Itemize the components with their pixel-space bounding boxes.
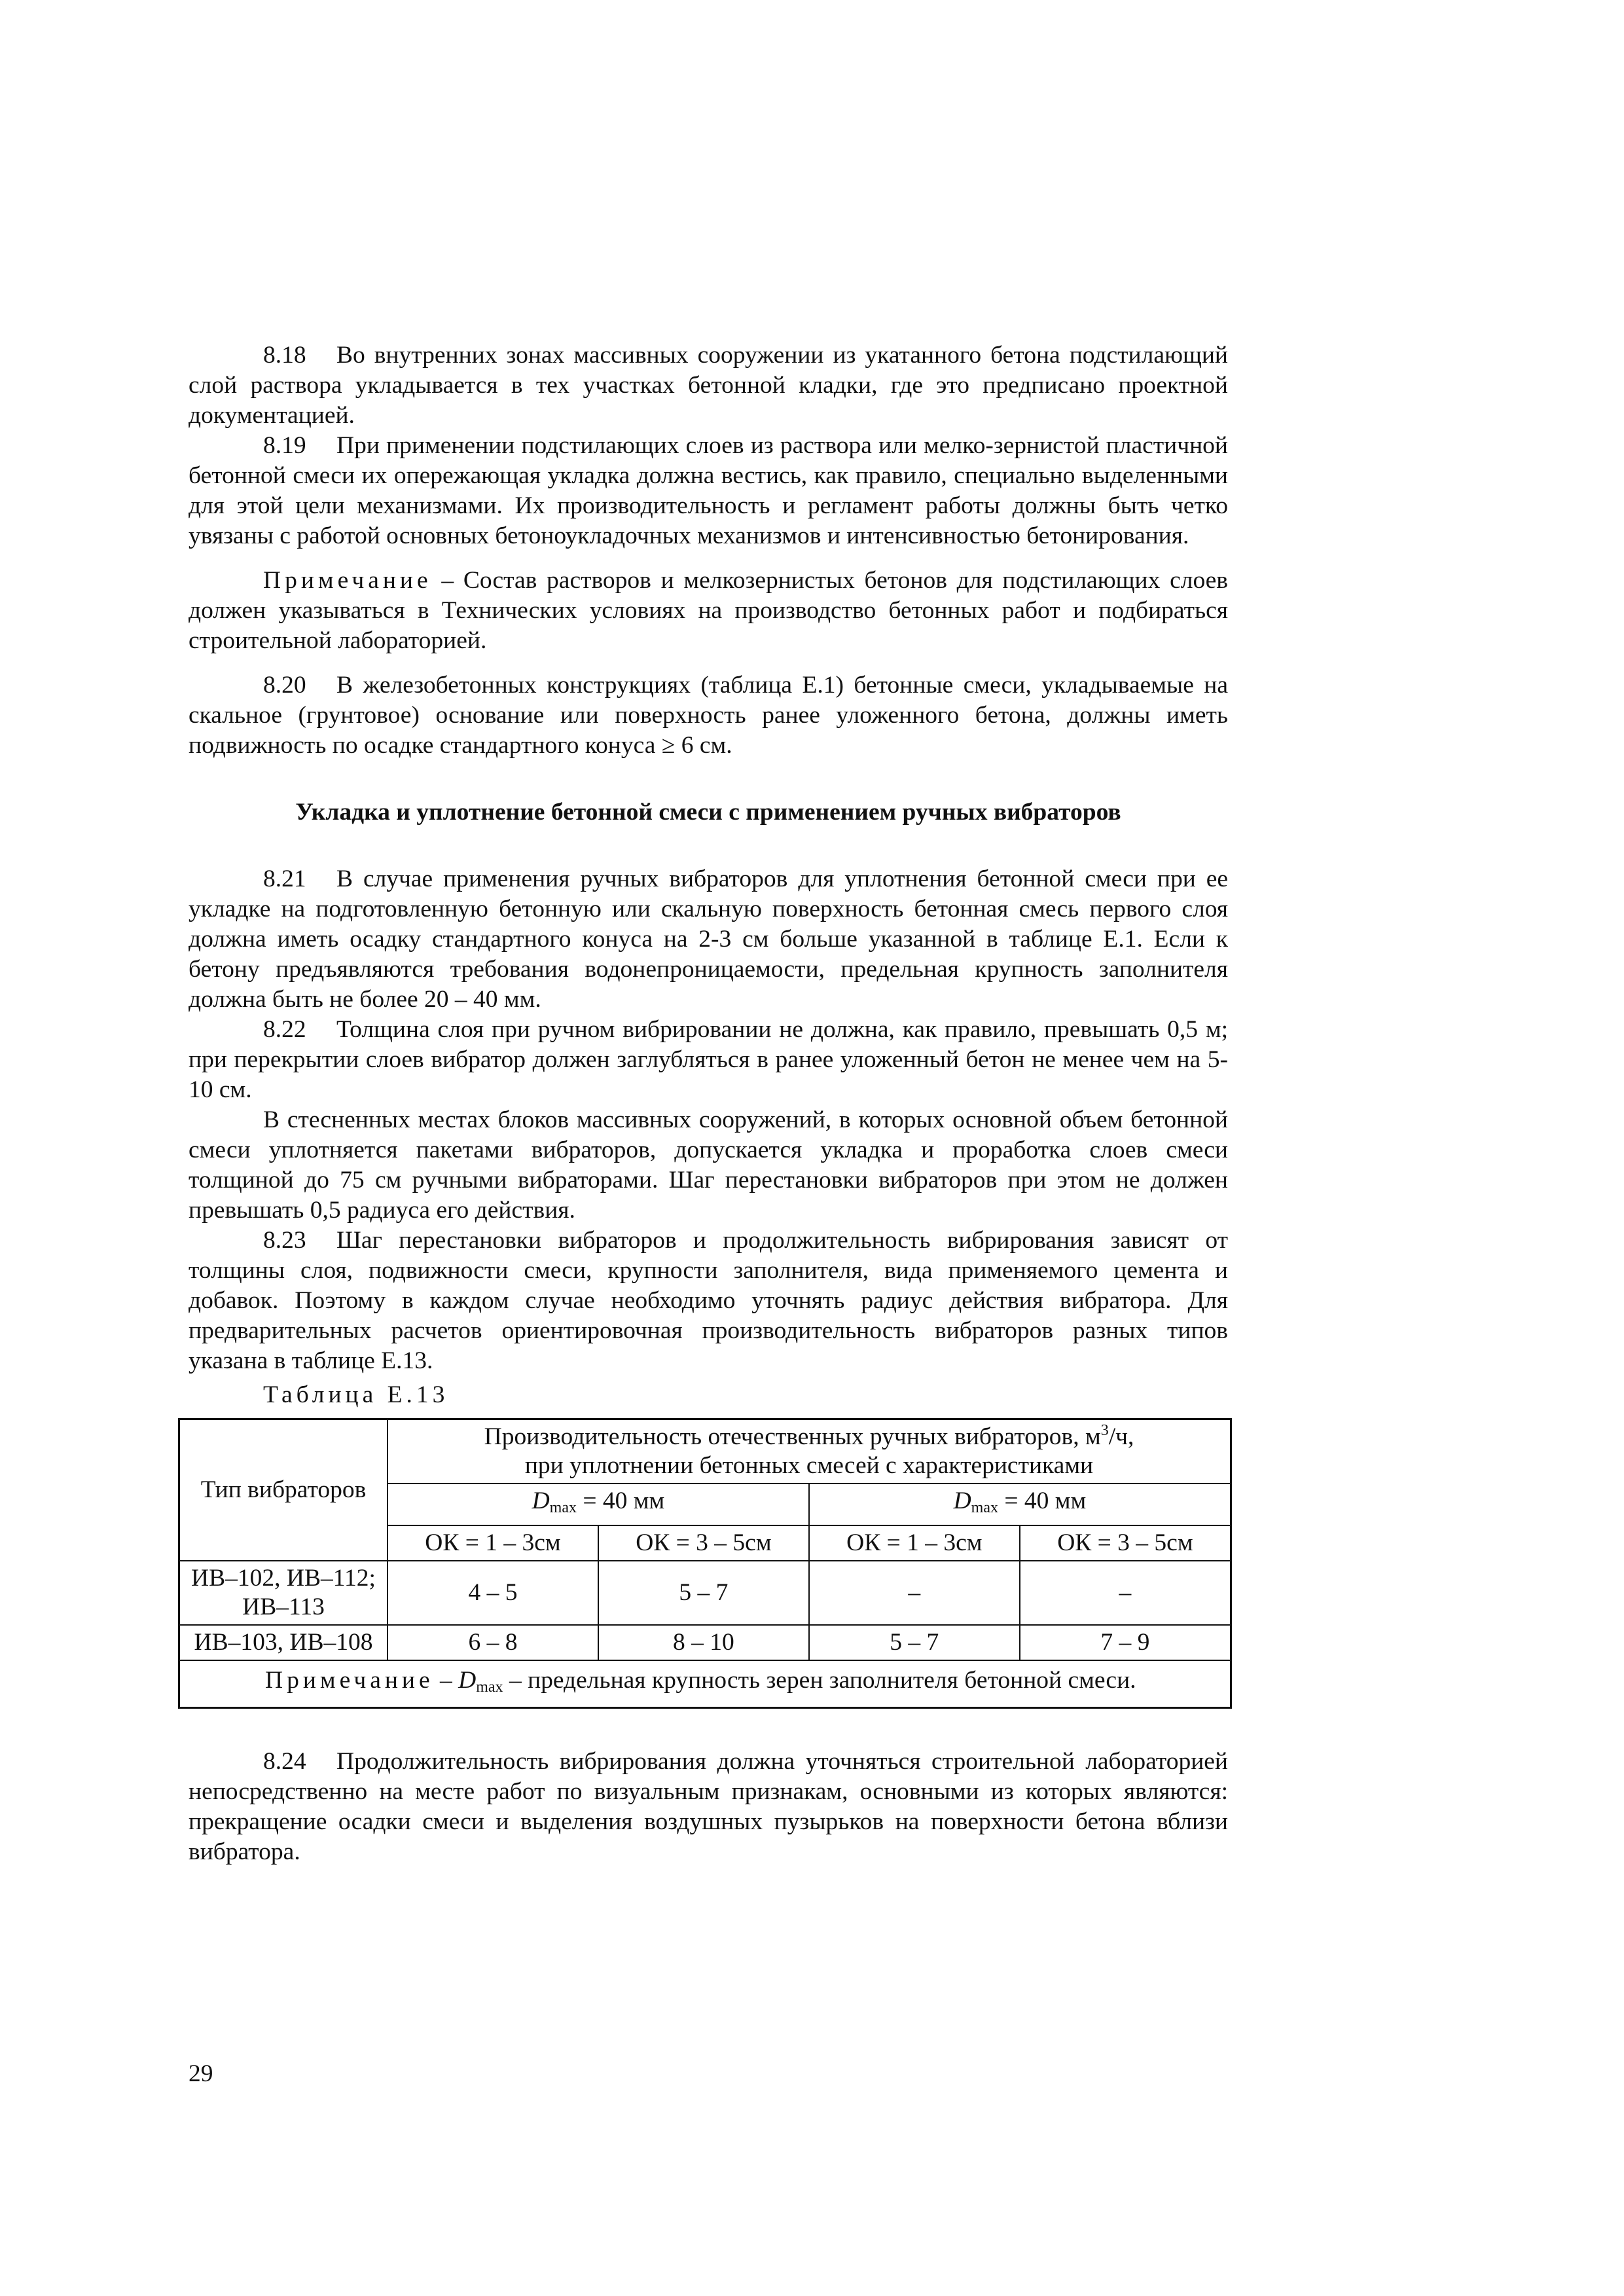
header-type-cell: Тип вибраторов [179, 1419, 388, 1561]
paragraph-8-18: 8.18 Во внутренних зонах массивных сооружении из укатанного бетона подстилающий слой раствора укладывается в тех участках бетонной кладки, где это предписано проектной документацией. [189, 342, 1228, 429]
paragraph-8-20: 8.20 В железобетонных конструкциях (таблица Е.1) бетонные смеси, укладываемые на скальное (грунтовое) основание или поверхность ранее уложенного бетона, должны иметь подвижность по осадке стандартного конуса ≥ 6 см. [189, 672, 1228, 759]
header-dmax-group-1: $D_{max} = 40$ мм [388, 1484, 809, 1525]
paragraph-8-23: 8.23 Шаг перестановки вибраторов и продолжительность вибрирования зависят от толщины слоя, подвижности смеси, крупности заполнителя, вида применяемого цемента и добавок. Поэтому в каждом случае необходимо уточнять радиус действия вибратора. Для предварительных расчетов ориентировочная производительность вибраторов разных типов указана в таблице Е.13. [189, 1227, 1228, 1374]
section-heading: Укладка и уплотнение бетонной смеси с применением ручных вибраторов [295, 799, 1121, 826]
paragraph-8-21: 8.21 В случае применения ручных вибраторов для уплотнения бетонной смеси при ее укладке на подготовленную бетонную или скальную поверхность бетонная смесь первого слоя должна иметь осадку стандартного конуса на 2-3 см больше указанной в таблице Е.1. Если к бетону предъявляются требования водонепроницаемости, предельная крупность заполнителя должна быть не более 20 – 40 мм. [189, 866, 1228, 1013]
table-note: Примечание – $D_{max}$ – предельная крупность зерен заполнителя бетонной смеси. [179, 1660, 1231, 1708]
header-subcol: ОК = 1 – 3см [809, 1525, 1020, 1561]
header-performance-cell: Производительность отечественных ручных вибраторов, $м^3/ч$, при уплотнении бетонных смесей с характеристиками [388, 1419, 1231, 1484]
paragraph-8-24: 8.24 Продолжительность вибрирования должна уточняться строительной лабораторией непосредственно на месте работ по визуальным признакам, основными из которых являются: прекращение осадки смеси и выделения воздушных пузырьков на поверхности бетона вблизи вибратора. [189, 1748, 1228, 1865]
vibrators-table [178, 1418, 1232, 1709]
value-cell: 5 – 7 [598, 1561, 809, 1625]
paragraph-8-19: 8.19 При применении подстилающих слоев из раствора или мелко-зернистой пластичной бетонной смеси их опережающая укладка должна вестись, как правило, специально выделенными для этой цели механизмами. Их производительность и регламент работы должны быть четко увязаны с работой основных бетоноукладочных механизмов и интенсивностью бетонирования. [189, 432, 1228, 549]
paragraph-8-22: 8.22 Толщина слоя при ручном вибрировании не должна, как правило, превышать 0,5 м; при перекрытии слоев вибратор должен заглубляться в ранее уложенный бетон не менее чем на 5-10 см. [189, 1016, 1228, 1103]
header-subcol: ОК = 3 – 5см [1020, 1525, 1231, 1561]
header-subcol: ОК = 1 – 3см [388, 1525, 598, 1561]
page-content [189, 340, 1228, 1867]
page-number: 29 [189, 2060, 213, 2087]
table-note-label: Примечание [265, 1667, 434, 1694]
table-caption: Таблица Е.13 [263, 1381, 449, 1408]
table-row [179, 1561, 1231, 1625]
note-label: Примечание [263, 567, 432, 594]
table-row [179, 1625, 1231, 1660]
value-cell: 6 – 8 [388, 1625, 598, 1660]
paragraph-8-22-continued: В стесненных местах блоков массивных сооружений, в которых основной объем бетонной смеси уплотняется пакетами вибраторов, допускается укладка и проработка слоев смеси толщиной до 75 см ручными вибраторами. Шаг перестановки вибраторов при этом не должен превышать 0,5 радиуса его действия. [189, 1106, 1228, 1224]
value-cell: – [1020, 1561, 1231, 1625]
header-dmax-group-2: $D_{max} = 40$ мм [809, 1484, 1231, 1525]
type-cell: ИВ–102, ИВ–112; ИВ–113 [179, 1561, 388, 1625]
value-cell: 8 – 10 [598, 1625, 809, 1660]
value-cell: 4 – 5 [388, 1561, 598, 1625]
value-cell: 5 – 7 [809, 1625, 1020, 1660]
header-subcol: ОК = 3 – 5см [598, 1525, 809, 1561]
value-cell: 7 – 9 [1020, 1625, 1231, 1660]
type-cell: ИВ–103, ИВ–108 [179, 1625, 388, 1660]
value-cell: – [809, 1561, 1020, 1625]
note-paragraph: Примечание – Состав растворов и мелкозернистых бетонов для подстилающих слоев должен указываться в Технических условиях на производство бетонных работ и подбираться строительной лабораторией. [189, 567, 1228, 654]
